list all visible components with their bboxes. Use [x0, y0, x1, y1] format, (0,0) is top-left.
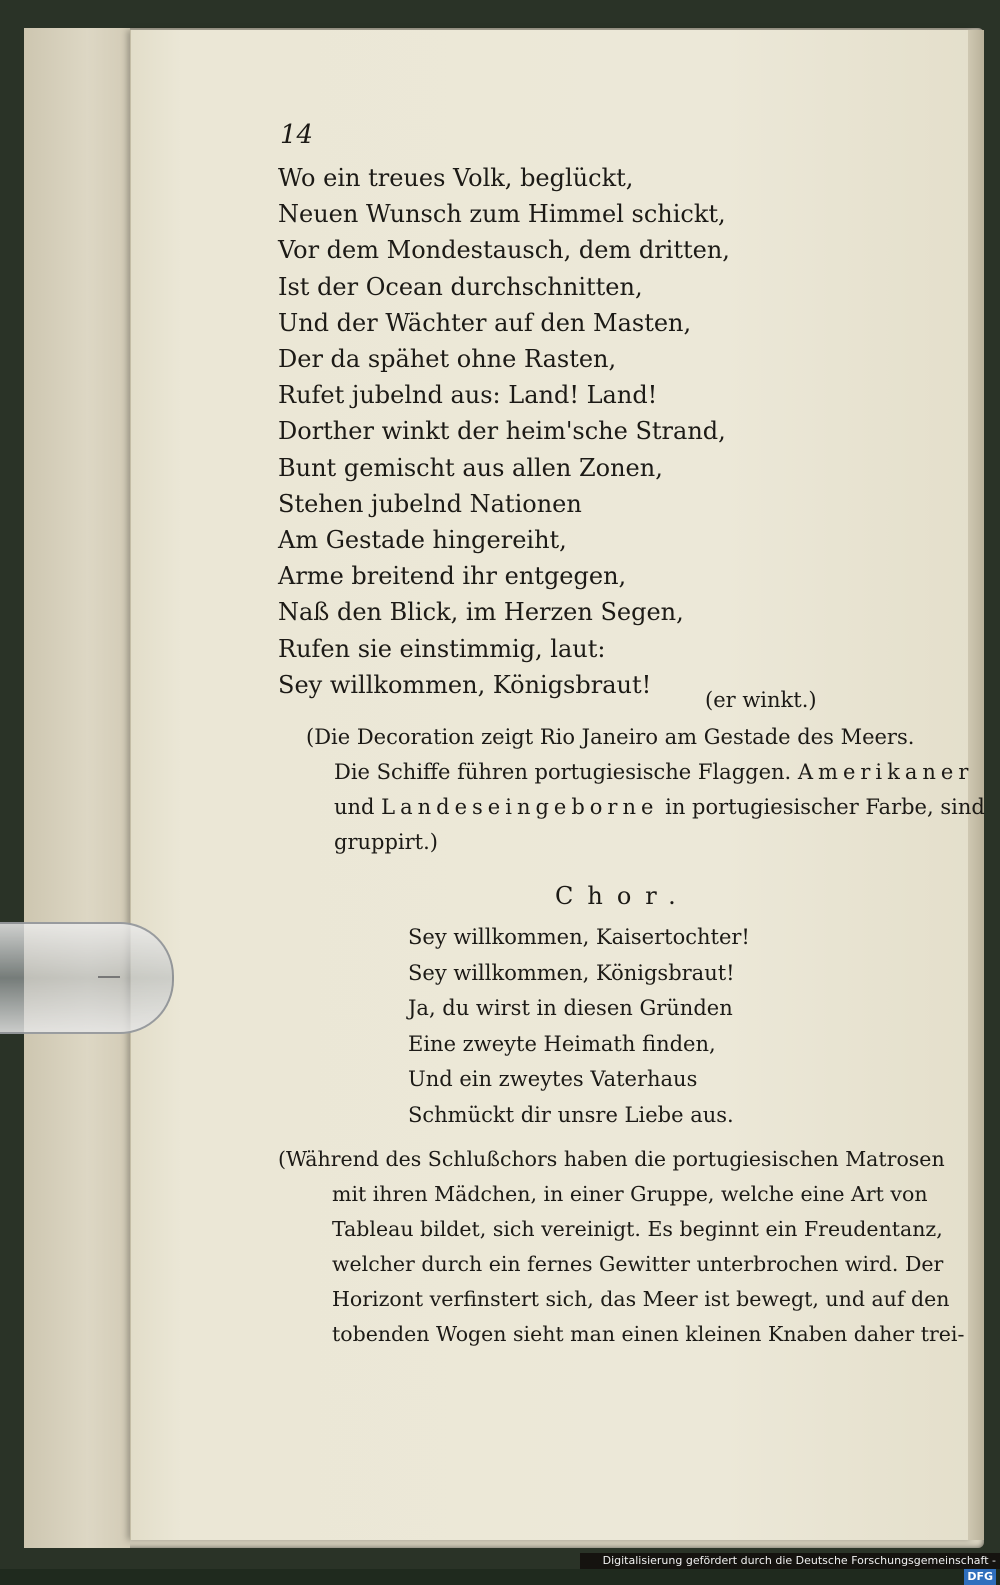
- direction-line: Tableau bildet, sich vereinigt. Es beginnt ein Freudentanz,: [332, 1217, 943, 1241]
- verse-line: Sey willkommen, Königsbraut!: [278, 670, 652, 699]
- verse-line: Wo ein treues Volk, beglückt,: [278, 164, 634, 192]
- verse-line: Arme breitend ihr entgegen,: [278, 562, 627, 591]
- verse-line: Und der Wächter auf den Masten,: [278, 308, 692, 337]
- verse-line: Stehen jubelnd Nationen: [278, 489, 582, 518]
- verse-block: [278, 160, 730, 703]
- dfg-logo-icon: DFG: [964, 1569, 996, 1585]
- verse-line: Rufen sie einstimmig, laut:: [278, 634, 606, 663]
- direction-line: [306, 755, 974, 790]
- verse-line: Der da spähet ohne Rasten,: [278, 345, 617, 374]
- direction-line: [306, 790, 985, 825]
- stage-aside: (er winkt.): [705, 688, 817, 712]
- funding-footer: [580, 1553, 1000, 1583]
- glass-page-clip: [0, 922, 174, 1034]
- verse-line: Neuen Wunsch zum Himmel schickt,: [278, 200, 726, 229]
- direction-line: (Die Decoration zeigt Rio Janeiro am Gestade des Meers.: [306, 725, 915, 749]
- chorus-line: Sey willkommen, Kaisertochter!: [408, 925, 750, 949]
- verse-line: Rufet jubelnd aus: Land! Land!: [278, 381, 658, 410]
- chorus-line: Ja, du wirst in diesen Gründen: [408, 996, 733, 1020]
- chorus-line: Eine zweyte Heimath finden,: [408, 1031, 716, 1056]
- chorus-line: Schmückt dir unsre Liebe aus.: [408, 1102, 734, 1127]
- verse-line: Dorther winkt der heim'sche Strand,: [278, 417, 726, 446]
- direction-text: und: [334, 795, 382, 819]
- direction-text: in portugiesischer Farbe, sind: [658, 795, 985, 819]
- verse-line: Vor dem Mondestausch, dem dritten,: [278, 236, 730, 265]
- verse-line: Naß den Blick, im Herzen Segen,: [278, 598, 684, 627]
- verse-line: Bunt gemischt aus allen Zonen,: [278, 453, 663, 482]
- page-stack-edge: [24, 28, 130, 1548]
- footer-text: Digitalisierung gefördert durch die Deutsche Forschungsgemeinschaft -: [602, 1554, 996, 1567]
- chorus-heading: Chor.: [555, 882, 690, 910]
- direction-line: tobenden Wogen sieht man einen kleinen Knaben daher trei-: [332, 1322, 965, 1346]
- verse-line: Ist der Ocean durchschnitten,: [278, 272, 643, 301]
- chorus-block: [408, 920, 750, 1133]
- chorus-line: Und ein zweytes Vaterhaus: [408, 1067, 698, 1091]
- page-number: 14: [280, 120, 314, 150]
- chorus-line: Sey willkommen, Königsbraut!: [408, 960, 735, 985]
- direction-text: Die Schiffe führen portugiesische Flaggen.: [334, 760, 798, 784]
- direction-line: mit ihren Mädchen, in einer Gruppe, welche eine Art von: [332, 1182, 928, 1206]
- direction-line: Horizont verfinstert sich, das Meer ist bewegt, und auf den: [332, 1287, 950, 1311]
- clip-mark: [98, 976, 120, 978]
- stage-direction-decoration: [306, 720, 985, 860]
- direction-line: gruppirt.): [334, 830, 438, 854]
- direction-spaced-text: Amerikaner: [797, 760, 974, 784]
- direction-line: (Während des Schlußchors haben die portugiesischen Matrosen: [278, 1147, 945, 1171]
- stage-direction-finale: [278, 1142, 965, 1352]
- direction-spaced-text: Landeseingeborne: [381, 795, 659, 819]
- verse-line: Am Gestade hingereiht,: [278, 526, 567, 555]
- direction-line: welcher durch ein fernes Gewitter unterbrochen wird. Der: [332, 1252, 944, 1276]
